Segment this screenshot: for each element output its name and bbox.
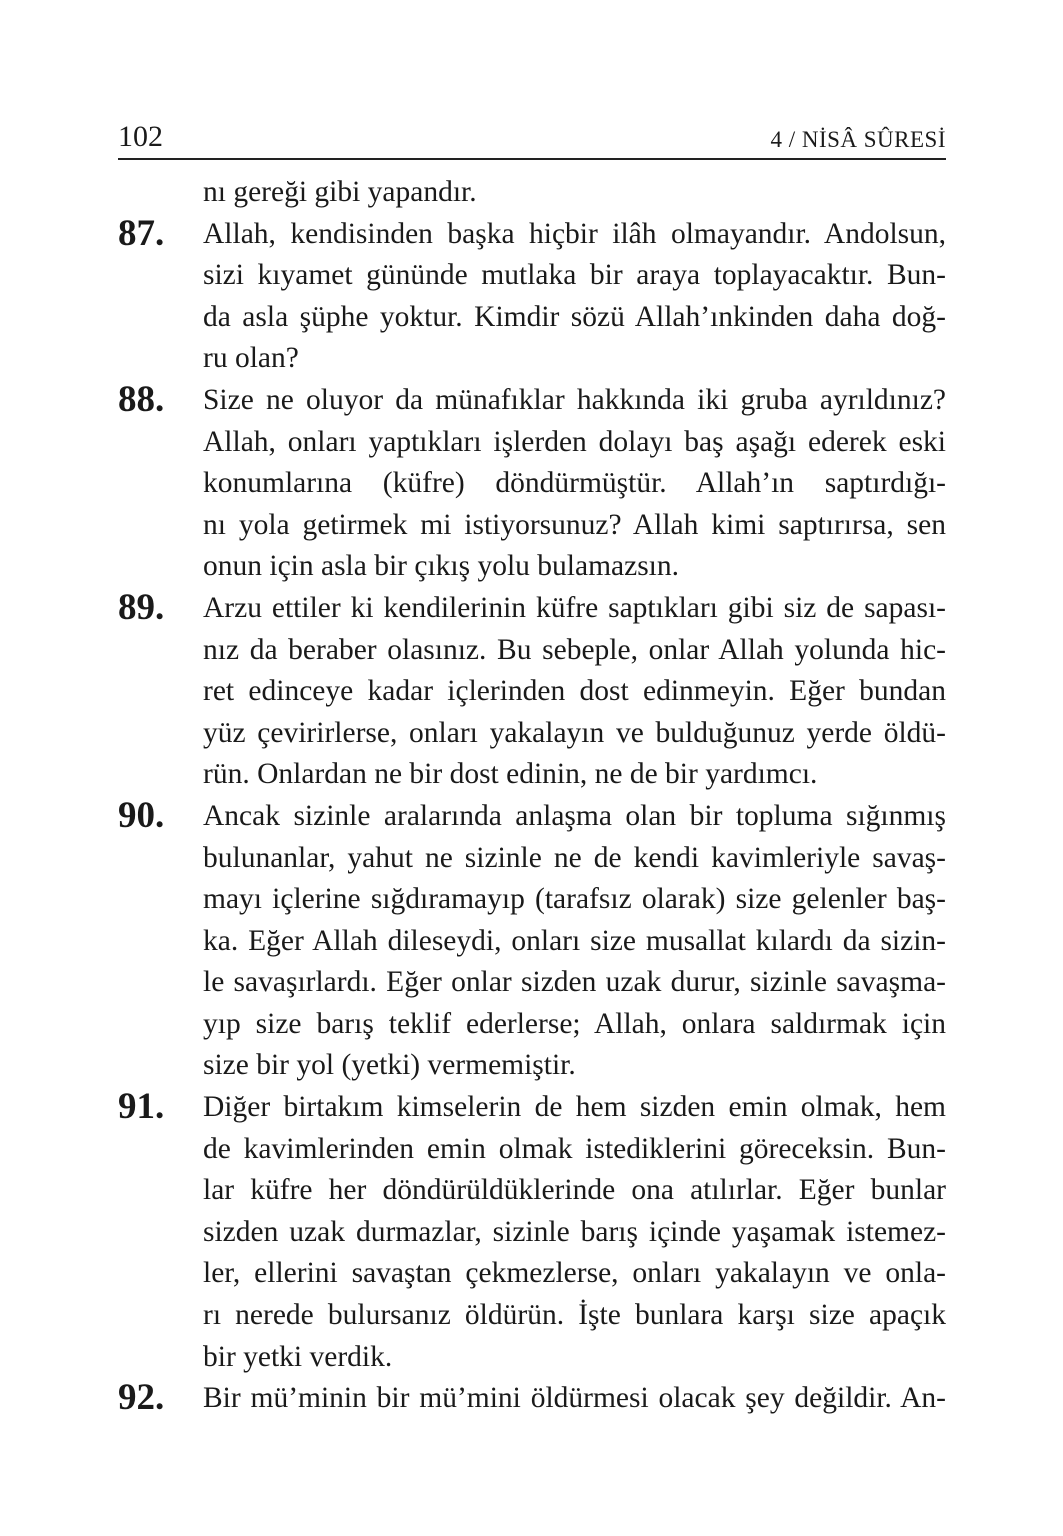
verse-number: 91.: [118, 1086, 165, 1128]
text-line: sizi kıyamet gününde mutlaka bir araya toplayacaktır. Bun-: [203, 259, 946, 292]
text-line: nı yola getirmek mi istiyorsunuz? Allah kimi saptırırsa, sen: [203, 508, 946, 541]
continuation-text: [118, 172, 946, 214]
text-line: Allah, onları yaptıkları işlerden dolayı baş aşağı ederek eski: [203, 425, 946, 458]
text-line: konumlarına (küfre) döndürmüştür. Allah’ın saptırdığı-: [203, 467, 946, 500]
text-line: size bir yol (yetki) vermemiştir.: [203, 1049, 576, 1082]
text-line: lar küfre her döndürüldüklerinde ona atılırlar. Eğer bunlar: [203, 1174, 946, 1207]
text-line: Size ne oluyor da münafıklar hakkında iki gruba ayrıldınız?: [203, 383, 946, 416]
text-line: ret edinceye kadar içlerinden dost edinmeyin. Eğer bundan: [203, 675, 946, 708]
verse-text: [203, 1378, 946, 1420]
page-content: [118, 172, 946, 1420]
text-line: Ancak sizinle aralarında anlaşma olan bir topluma sığınmış: [203, 799, 946, 832]
text-line: ler, ellerini savaştan çekmezlerse, onları yakalayın ve onla-: [203, 1257, 946, 1290]
text-line: nız da beraber olasınız. Bu sebeple, onlar Allah yolunda hic-: [203, 633, 946, 666]
text-line: Allah, kendisinden başka hiçbir ilâh olmayandır. Andolsun,: [203, 217, 946, 250]
text-line: yüz çevirirlerse, onları yakalayın ve bulduğunuz yerde öldü-: [203, 716, 946, 749]
text-line: nı gereği gibi yapandır.: [203, 176, 477, 208]
text-line: bulunanlar, yahut ne sizinle ne de kendi kavimleriyle savaş-: [203, 841, 946, 874]
page-number: 102: [118, 120, 163, 153]
verse-text: [203, 796, 946, 1087]
text-line: Diğer birtakım kimselerin de hem sizden emin olmak, hem: [203, 1091, 946, 1124]
verse-text: [203, 380, 946, 588]
verse-number: 87.: [118, 212, 165, 254]
text-line: ru olan?: [203, 342, 299, 375]
text-line: sizden uzak durmazlar, sizinle barış içinde yaşamak istemez-: [203, 1215, 946, 1248]
text-line: mayı içlerine sığdıramayıp (tarafsız olarak) size gelenler baş-: [203, 883, 946, 916]
text-line: Bir mü’minin bir mü’mini öldürmesi olacak şey değildir. An-: [203, 1382, 946, 1415]
text-line: de kavimlerinden emin olmak istediklerini göreceksin. Bun-: [203, 1132, 946, 1165]
verse-text: [203, 1087, 946, 1378]
verse-number: 92.: [118, 1377, 165, 1419]
verse-number: 88.: [118, 378, 165, 420]
text-line: rün. Onlardan ne bir dost edinin, ne de bir yardımcı.: [203, 758, 818, 791]
text-line: bir yetki verdik.: [203, 1340, 393, 1373]
text-line: rı nerede bulursanız öldürün. İşte bunlara karşı size apaçık: [203, 1299, 946, 1332]
verse-91: [118, 1087, 946, 1378]
verse-text: [203, 588, 946, 796]
verse-text: [203, 214, 946, 380]
verse-87: [118, 214, 946, 380]
verse-90: [118, 796, 946, 1087]
text-line: da asla şüphe yoktur. Kimdir sözü Allah’ınkinden daha doğ-: [203, 300, 946, 333]
text-line: le savaşırlardı. Eğer onlar sizden uzak durur, sizinle savaşma-: [203, 966, 946, 999]
verse-number: 90.: [118, 794, 165, 836]
running-title: 4 / NİSÂ SÛRESİ: [770, 127, 946, 152]
verse-92: [118, 1378, 946, 1420]
verse-89: [118, 588, 946, 796]
text-line: onun için asla bir çıkış yolu bulamazsın.: [203, 550, 680, 583]
page-header: [118, 118, 946, 160]
text-line: yıp size barış teklif ederlerse; Allah, onlara saldırmak için: [203, 1007, 946, 1040]
verse-number: 89.: [118, 586, 165, 628]
text-line: ka. Eğer Allah dileseydi, onları size musallat kılardı da sizin-: [203, 924, 946, 957]
verse-88: [118, 380, 946, 588]
text-line: Arzu ettiler ki kendilerinin küfre saptıkları gibi siz de sapası-: [203, 591, 946, 624]
